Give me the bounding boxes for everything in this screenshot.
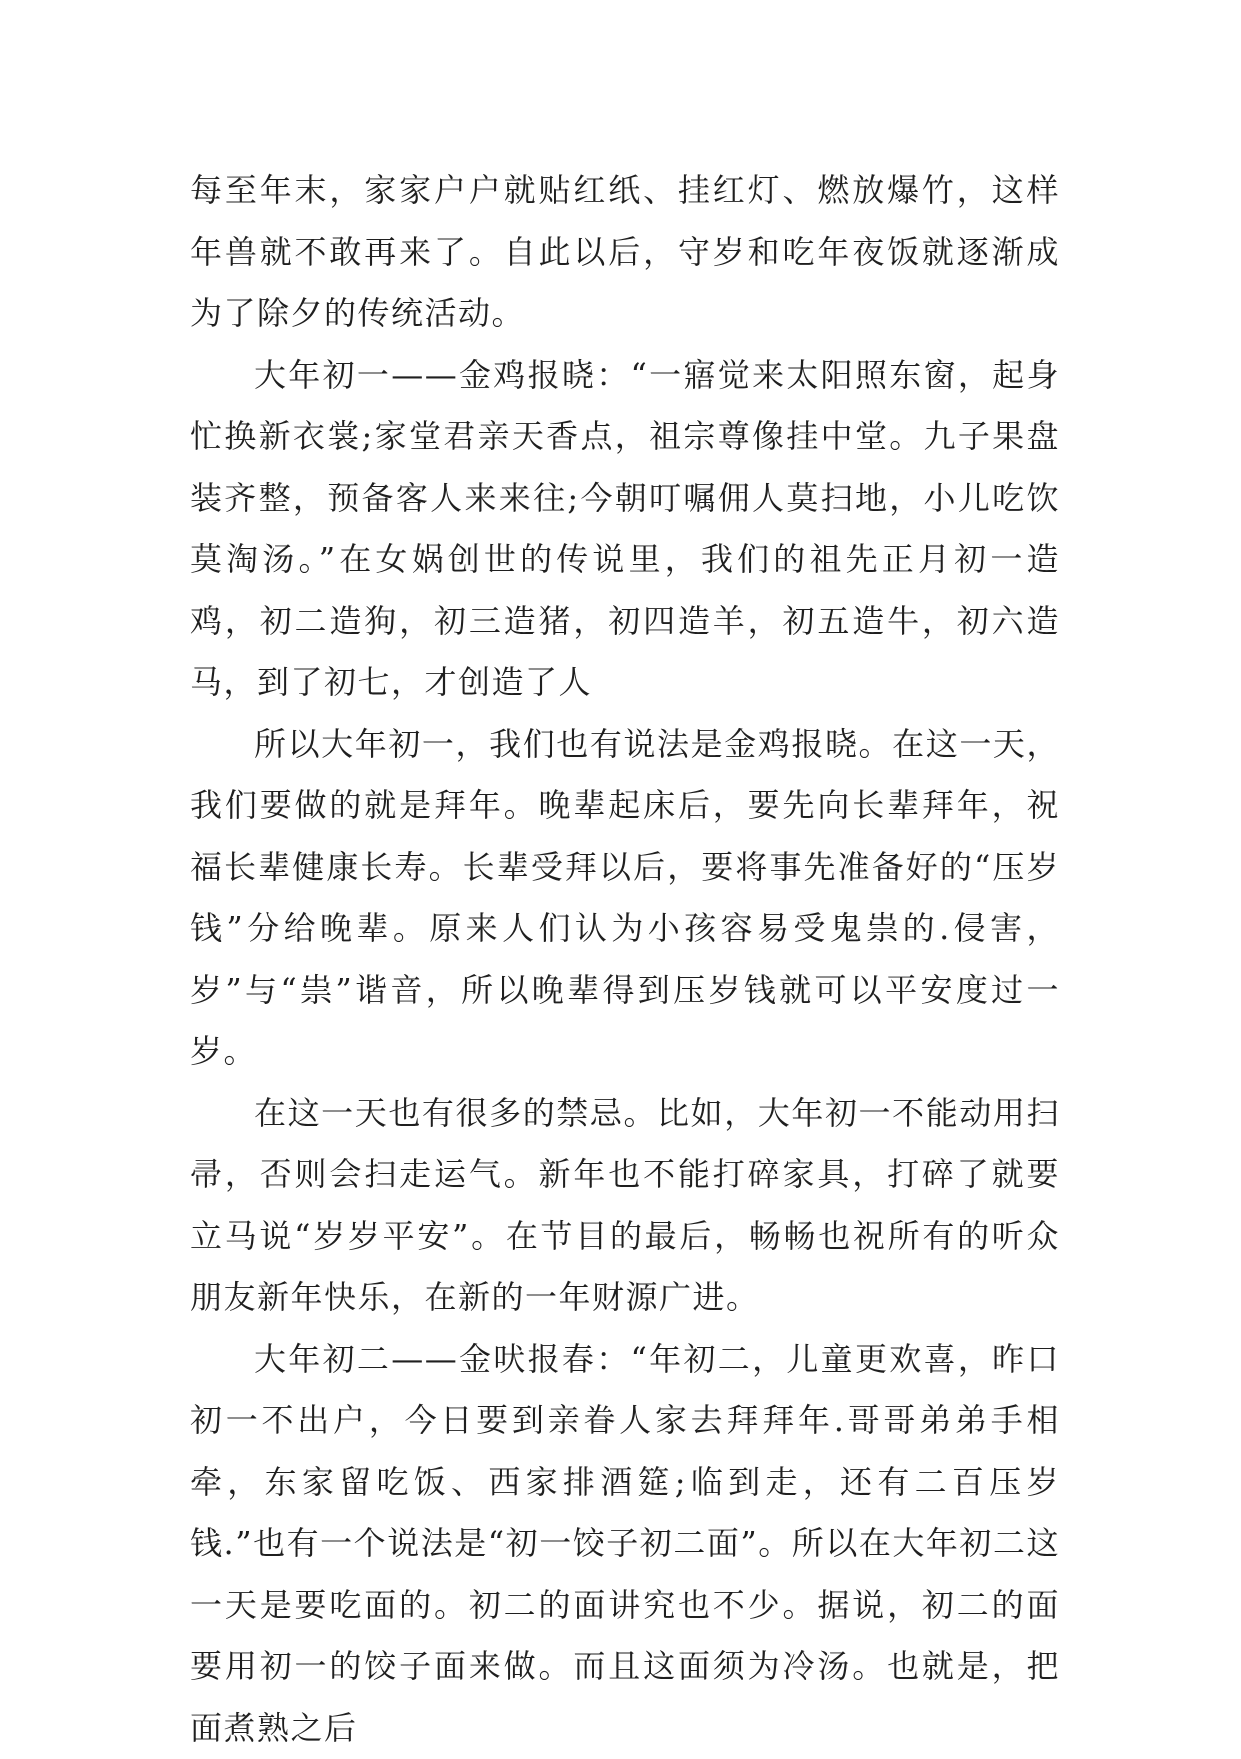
paragraph-4: 在这一天也有很多的禁忌。比如，大年初一不能动用扫帚，否则会扫走运气。新年也不能打碎家具，打碎了就要立马说“岁岁平安”。在节目的最后，畅畅也祝所有的听众朋友新年快乐，在新的一年财源广进。 — [190, 1083, 1060, 1329]
document-body — [190, 160, 1060, 1759]
paragraph-2: 大年初一——金鸡报晓：“一寤觉来太阳照东窗，起身忙换新衣裳;家堂君亲天香点，祖宗尊像挂中堂。九子果盘装齐整，预备客人来来往;今朝叮嘱佣人莫扫地，小儿吃饮莫淘汤。”在女娲创世的传说里，我们的祖先正月初一造鸡，初二造狗，初三造猪，初四造羊，初五造牛，初六造马，到了初七，才创造了人 — [190, 345, 1060, 714]
paragraph-1: 每至年末，家家户户就贴红纸、挂红灯、燃放爆竹，这样年兽就不敢再来了。自此以后，守岁和吃年夜饭就逐渐成为了除夕的传统活动。 — [190, 160, 1060, 345]
paragraph-3: 所以大年初一，我们也有说法是金鸡报晓。在这一天，我们要做的就是拜年。晚辈起床后，要先向长辈拜年，祝福长辈健康长寿。长辈受拜以后，要将事先准备好的“压岁钱”分给晚辈。原来人们认为小孩容易受鬼祟的.侵害，岁”与“祟”谐音，所以晚辈得到压岁钱就可以平安度过一岁。 — [190, 714, 1060, 1083]
paragraph-5: 大年初二——金吠报春：“年初二，儿童更欢喜，昨口初一不出户，今日要到亲眷人家去拜拜年.哥哥弟弟手相牵，东家留吃饭、西家排酒筵;临到走，还有二百压岁钱.”也有一个说法是“初一饺子初二面”。所以在大年初二这一天是要吃面的。初二的面讲究也不少。据说，初二的面要用初一的饺子面来做。而且这面须为冷汤。也就是，把面煮熟之后 — [190, 1329, 1060, 1759]
